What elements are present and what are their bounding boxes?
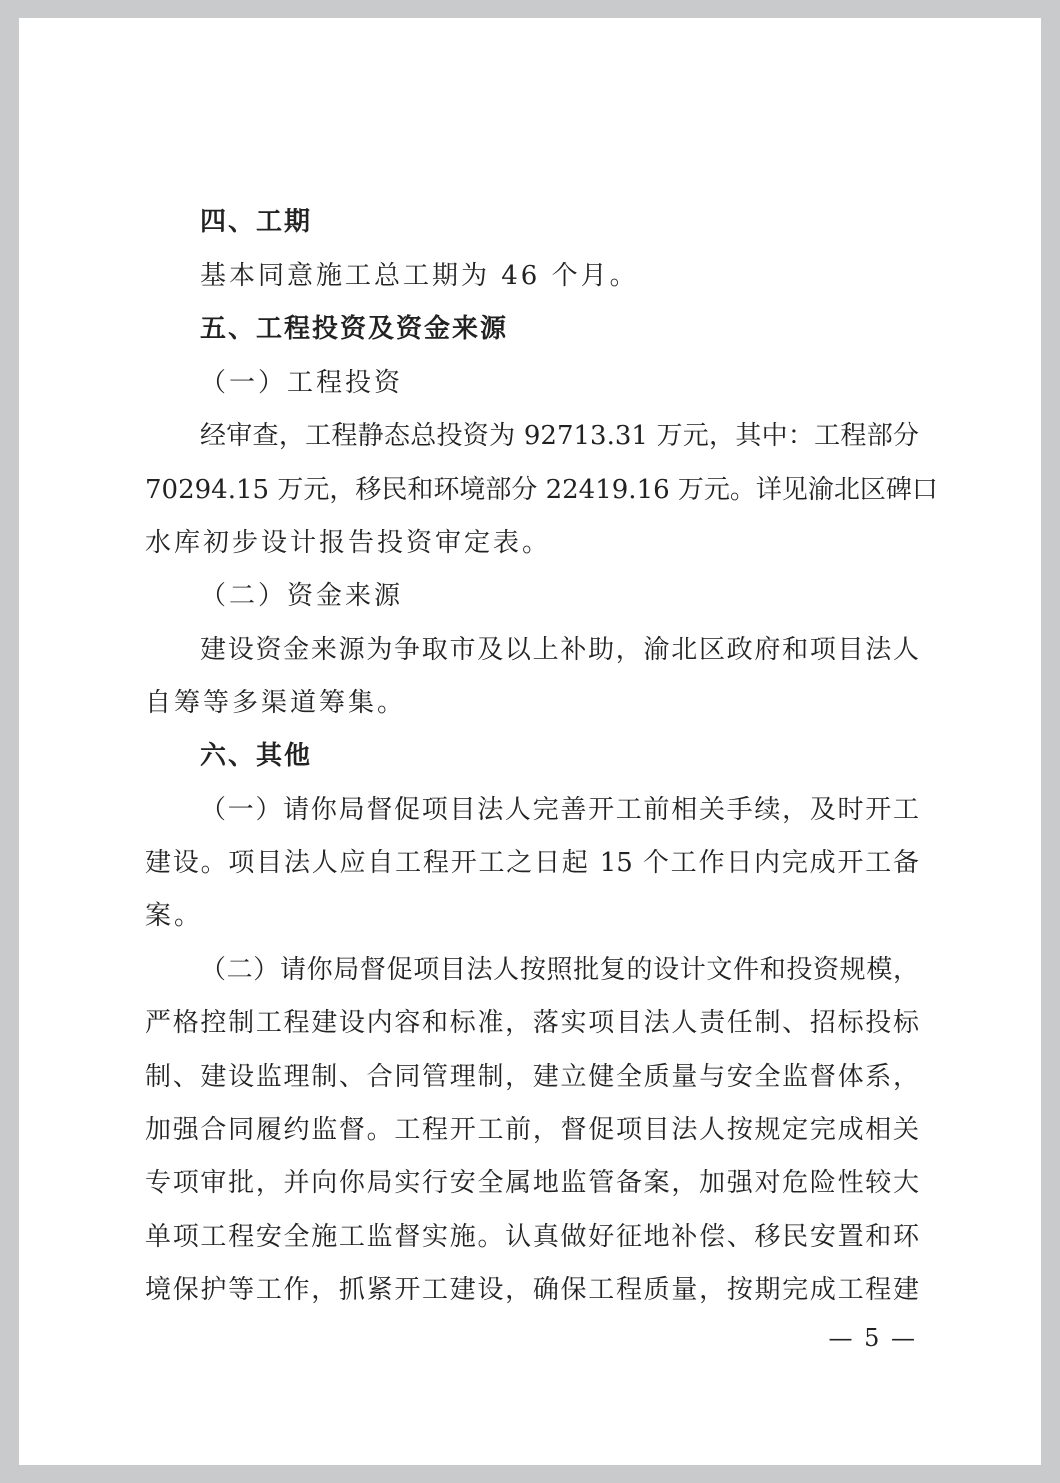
paragraph-line: （二）请你局督促项目法人按照批复的设计文件和投资规模， — [200, 955, 919, 985]
paragraph-line: 基本同意施工总工期为 46 个月。 — [200, 261, 639, 291]
section-heading-duration: 四、工期 — [200, 207, 313, 237]
paragraph-line: 案。 — [145, 901, 204, 931]
paragraph-line: 单项工程安全施工监督实施。认真做好征地补偿、移民安置和环 — [145, 1222, 919, 1252]
subsection-heading-investment: （一）工程投资 — [200, 368, 404, 398]
subsection-heading-funding: （二）资金来源 — [200, 581, 404, 611]
paragraph-line: 专项审批，并向你局实行安全属地监管备案，加强对危险性较大 — [145, 1168, 919, 1198]
paragraph-line: （一）请你局督促项目法人完善开工前相关手续，及时开工 — [200, 795, 919, 825]
paragraph-line: 建设。项目法人应自工程开工之日起 15 个工作日内完成开工备 — [145, 848, 919, 878]
paragraph-line: 自筹等多渠道筹集。 — [145, 688, 407, 718]
paragraph-line: 严格控制工程建设内容和标准，落实项目法人责任制、招标投标 — [145, 1008, 919, 1038]
paragraph-line: 制、建设监理制、合同管理制，建立健全质量与安全监督体系， — [145, 1062, 919, 1092]
paragraph-line: 加强合同履约监督。工程开工前，督促项目法人按规定完成相关 — [145, 1115, 919, 1145]
paragraph-line: 经审查，工程静态总投资为 92713.31 万元，其中：工程部分 — [200, 421, 919, 451]
page-number: — 5 — — [828, 1324, 917, 1352]
paragraph-line: 建设资金来源为争取市及以上补助，渝北区政府和项目法人 — [200, 635, 919, 665]
paragraph-line: 境保护等工作，抓紧开工建设，确保工程质量，按期完成工程建 — [145, 1275, 919, 1305]
section-heading-investment: 五、工程投资及资金来源 — [200, 314, 509, 344]
paragraph-line: 水库初步设计报告投资审定表。 — [145, 528, 552, 558]
document-page — [19, 18, 1041, 1465]
paragraph-line: 70294.15 万元，移民和环境部分 22419.16 万元。详见渝北区碑口 — [145, 475, 938, 505]
section-heading-other: 六、其他 — [200, 741, 313, 771]
